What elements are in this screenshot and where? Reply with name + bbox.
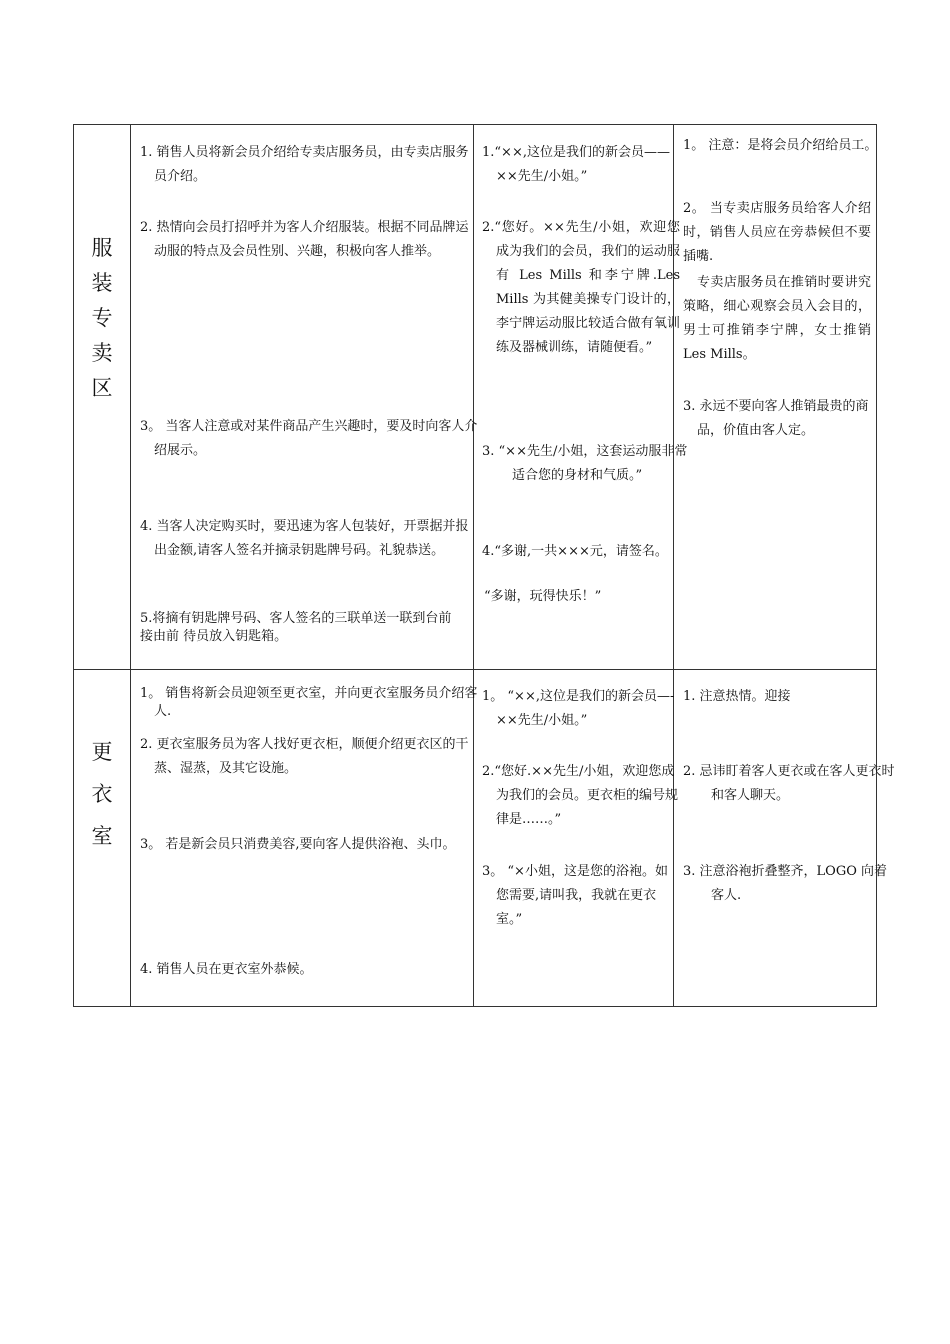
script-item: 1。 “××,这位是我们的新会员—-××先生/小姐。” [482,689,675,728]
step-item: 3。 当客人注意或对某件商品产生兴趣时，要及时向客人介绍展示。 [140,419,478,458]
column-divider [130,125,131,1006]
area-char: 专 [91,306,113,330]
script-item: 4.“多谢,一共×××元，请签名。 [482,544,668,559]
area-char: 服 [91,236,113,260]
note-item: 1。 注意：是将会员介绍给员工。 [683,138,878,153]
script-item: 2.“您好。××先生/小姐，欢迎您成为我们的会员，我们的运动服有 Les Mills 和李宁牌.Les Mills 为其健美操专门设计的，李宁牌运动服比较适合做有氧训练及器械训练，请随便看。” [482,220,680,355]
note-item: 专卖店服务员在推销时要讲究策略，细心观察会员入会目的，男士可推销李宁牌，女士推销 Les Mills。 [683,275,871,362]
step-item: 4. 当客人决定购买时，要迅速为客人包装好，开票据并报出金额,请客人签名并摘录钥匙牌号码。礼貌恭送。 [140,519,469,558]
area-char: 更 [91,740,113,764]
step-item: 2. 更衣室服务员为客人找好更衣柜，顺便介绍更衣区的干蒸、湿蒸，及其它设施。 [140,737,469,776]
script-item: “多谢，玩得快乐！” [484,589,602,604]
note-item: 2。 当专卖店服务员给客人介绍时，销售人员应在旁恭候但不要插嘴. [683,201,871,264]
note-item: 2. 忌讳盯着客人更衣或在客人更衣时和客人聊天。 [683,764,895,803]
note-item: 3. 永远不要向客人推销最贵的商品，价值由客人定。 [683,399,869,438]
step-item: 3。 若是新会员只消费美容,要向客人提供浴袍、头巾。 [140,837,456,852]
script-item: 3. “××先生/小姐，这套运动服非常适合您的身材和气质。” [482,444,688,483]
area-char: 卖 [91,341,113,365]
note-item: 3. 注意浴袍折叠整齐，LOGO 向着客人. [683,864,888,903]
step-item: 1. 销售人员将新会员介绍给专卖店服务员，由专卖店服务员介绍。 [140,145,469,184]
procedure-table [73,124,895,1007]
area-label-locker-room [74,731,130,857]
area-char: 室 [91,824,113,848]
note-item: 1. 注意热情。迎接 [683,689,791,704]
script-item: 2.“您好.××先生/小姐，欢迎您成为我们的会员。更衣柜的编号规律是……。” [482,764,679,827]
row-divider [74,669,876,670]
script-item: 1.“××,这位是我们的新会员——××先生/小姐。” [482,145,670,184]
area-char: 装 [91,271,113,295]
step-item: 2. 热情向会员打招呼并为客人介绍服装。根据不同品牌运动服的特点及会员性别、兴趣，积极向客人推举。 [140,220,469,259]
step-item: 1。 销售将新会员迎领至更衣室，并向更衣室服务员介绍客人. [140,686,478,719]
step-item: 5.将摘有钥匙牌号码、客人签名的三联单送一联到台前 接由前 待员放入钥匙箱。 [140,611,452,644]
area-char: 区 [91,376,113,400]
area-char: 衣 [91,782,113,806]
area-label-apparel-shop [74,231,130,406]
step-item: 4. 销售人员在更衣室外恭候。 [140,962,313,977]
script-item: 3。 “×小姐，这是您的浴袍。如您需要,请叫我，我就在更衣室。” [482,864,668,927]
